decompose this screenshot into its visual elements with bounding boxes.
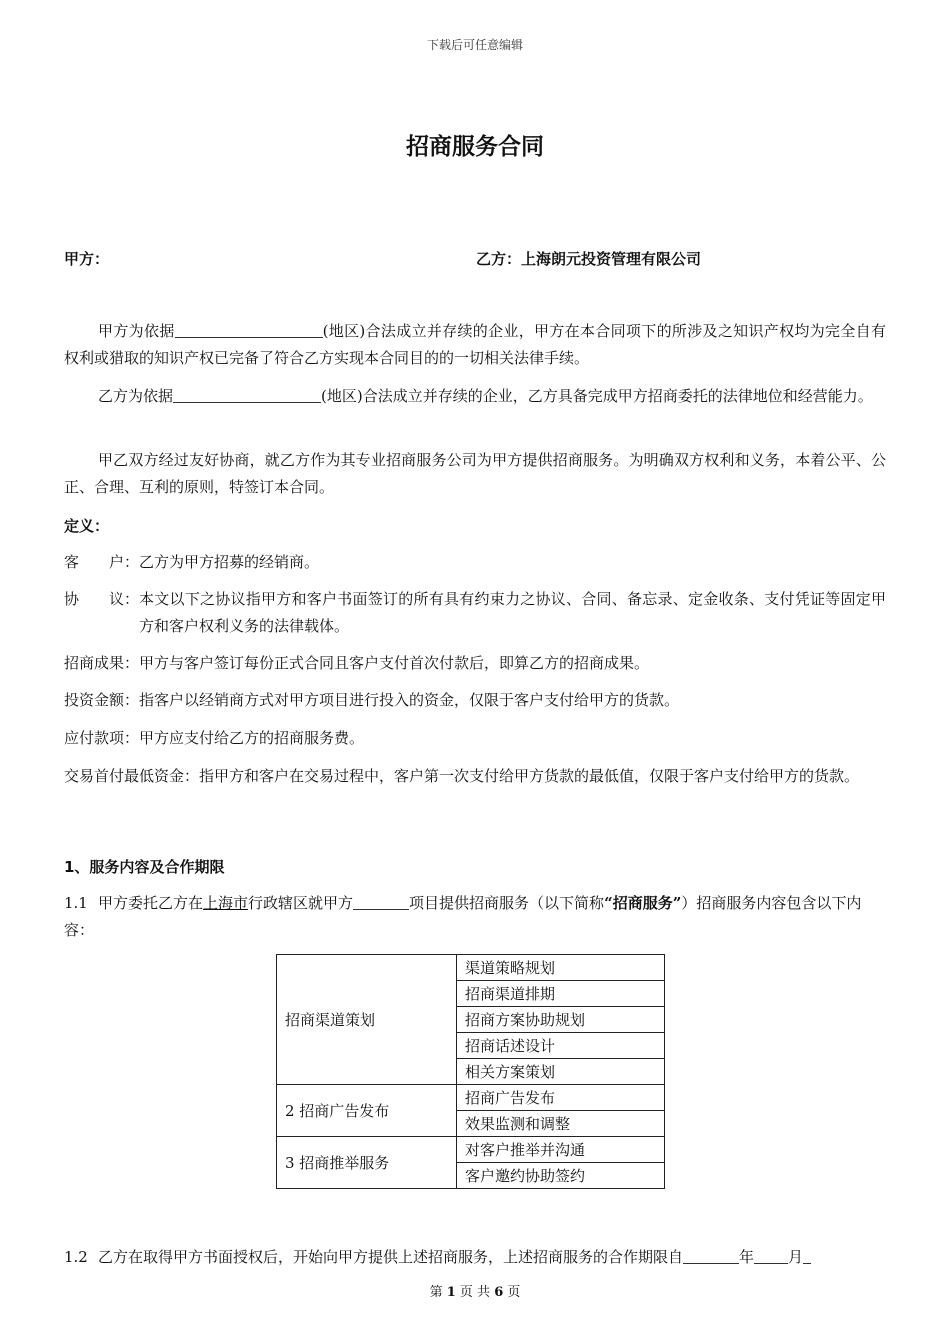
definition-text: 指客户以经销商方式对甲方项目进行投入的资金，仅限于客户支付给甲方的货款。: [139, 691, 680, 709]
p1-post: (地区)合法成立并存续的企业，甲方在本合同项下的所涉及之知识产权均为完全自有权利或猎取的知识产权已完备了符合乙方实现本合同目的的一切相关法律手续。: [64, 322, 886, 367]
category-cell: 3 招商推举服务: [277, 1137, 457, 1189]
year-label: 年: [739, 1248, 755, 1266]
city-value: 上海市: [203, 894, 249, 912]
definition-customer: [64, 549, 886, 576]
item-cell: 客户邀约协助签约: [457, 1163, 665, 1189]
clause-1-1: [64, 890, 886, 944]
clause-text: ）招商服务内容包含以下内容：: [64, 894, 862, 939]
item-cell: 效果监测和调整: [457, 1111, 665, 1137]
footer-text: 页 共: [459, 1285, 491, 1300]
item-cell: 招商方案协助规划: [457, 1007, 665, 1033]
day-blank: [803, 1245, 811, 1264]
definition-text: 甲方与客户签订每份正式合同且客户支付首次付款后，即算乙方的招商成果。: [139, 654, 650, 672]
month-label: 月: [788, 1248, 804, 1266]
definition-payable: [64, 725, 886, 752]
year-blank: [683, 1245, 739, 1264]
clause-text: 乙方在取得甲方书面授权后，开始向甲方提供上述招商服务，上述招商服务的合作期限自: [98, 1248, 684, 1266]
footer-text: 第: [429, 1285, 443, 1300]
definition-result: [64, 650, 886, 677]
clause-text: 项目提供招商服务（以下简称: [409, 894, 605, 912]
definition-term: 交易首付最低资金：: [64, 767, 200, 785]
footer-text: 页: [507, 1285, 521, 1300]
definition-text: 指甲方和客户在交易过程中，客户第一次支付给甲方货款的最低值，仅限于客户支付给甲方的货款。: [199, 767, 860, 785]
definition-min-payment: [64, 763, 886, 790]
services-table: [276, 954, 665, 1189]
definition-term: 协 议：: [64, 590, 140, 608]
party-a-label: 甲方：: [64, 250, 110, 268]
document-title: 招商服务合同: [406, 134, 544, 160]
definition-term: 投资金额：: [64, 691, 140, 709]
item-cell: 相关方案策划: [457, 1059, 665, 1085]
party-b-label: 乙方：上海朗元投资管理有限公司: [476, 250, 702, 268]
definition-text: 甲方应支付给乙方的招商服务费。: [139, 729, 365, 747]
header-note: 下载后可任意编辑: [426, 38, 523, 52]
table-row: [277, 1085, 665, 1111]
definition-agreement: [64, 586, 886, 640]
p1-pre: 甲方为依据: [98, 322, 175, 340]
region-blank-a: [175, 319, 323, 338]
paragraph-party-b: [64, 383, 886, 410]
item-cell: 招商渠道排期: [457, 981, 665, 1007]
definition-investment: [64, 687, 886, 714]
category-cell: 2 招商广告发布: [277, 1085, 457, 1137]
table-row: [277, 1137, 665, 1163]
definition-text: 本文以下之协议指甲方和客户书面签订的所有具有约束力之协议、合同、备忘录、定金收条、支付凭证等固定甲方和客户权利义务的法律载体。: [139, 590, 886, 635]
service-term: “招商服务”: [604, 894, 682, 912]
p2-pre: 乙方为依据: [98, 387, 174, 405]
definitions-heading: 定义：: [64, 517, 110, 535]
category-cell: 招商渠道策划: [277, 955, 457, 1085]
paragraph-agreement: 甲乙双方经过友好协商，就乙方作为其专业招商服务公司为甲方提供招商服务。为明确双方权利和义务，本着公平、公正、合理、互利的原则，特签订本合同。: [64, 451, 886, 496]
definition-term: 应付款项：: [64, 729, 140, 747]
clause-text: 甲方委托乙方在: [98, 894, 204, 912]
item-cell: 招商广告发布: [457, 1085, 665, 1111]
clause-number: 1.2: [64, 1248, 88, 1266]
clause-1-2: [64, 1244, 886, 1271]
page-number: 1: [446, 1285, 456, 1300]
definition-text: 乙方为甲方招募的经销商。: [139, 553, 320, 571]
project-blank: [353, 891, 409, 910]
item-cell: 对客户推举并沟通: [457, 1137, 665, 1163]
item-cell: 渠道策略规划: [457, 955, 665, 981]
clause-text: 行政辖区就甲方: [248, 894, 354, 912]
clause-number: 1.1: [64, 894, 88, 912]
region-blank-b: [173, 384, 321, 403]
p2-post: (地区)合法成立并存续的企业，乙方具备完成甲方招商委托的法律地位和经营能力。: [321, 387, 873, 405]
page-total: 6: [494, 1285, 504, 1300]
definition-term: 招商成果：: [64, 654, 140, 672]
paragraph-party-a: [64, 318, 886, 372]
section1-heading: 1、服务内容及合作期限: [64, 858, 225, 876]
item-cell: 招商话述设计: [457, 1033, 665, 1059]
month-blank: [754, 1245, 788, 1264]
page-footer: [0, 1281, 950, 1300]
table-row: [277, 955, 665, 981]
definition-term: 客 户：: [64, 553, 140, 571]
